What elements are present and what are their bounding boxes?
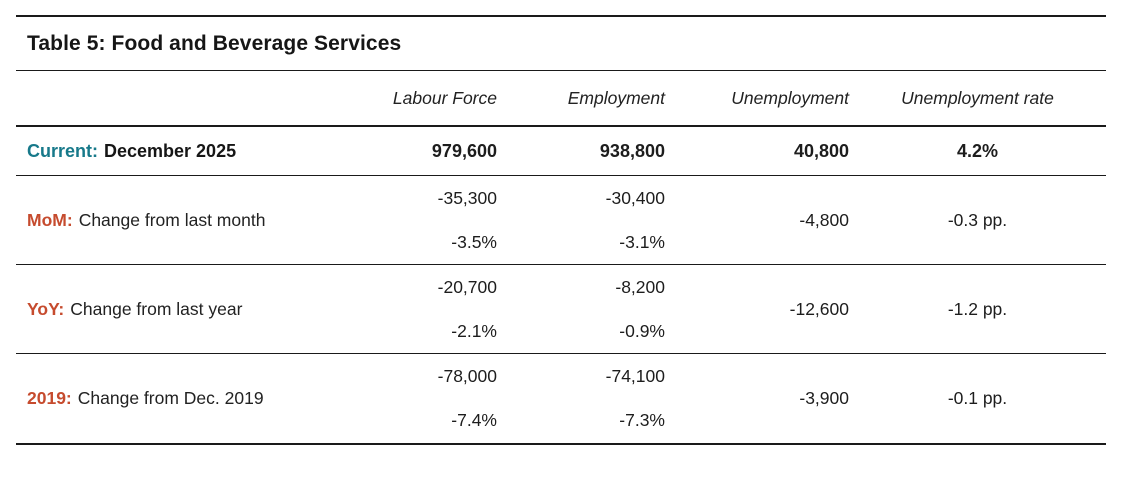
row2019-unemployment-rate-change: -0.1 pp. [947, 388, 1008, 408]
mom-unemployment-change: -4,800 [799, 209, 849, 230]
row-current-label-prefix: Current: [27, 140, 98, 161]
row2019-employment-change-abs: -74,100 [605, 365, 665, 386]
mom-employment-change-pct: -3.1% [619, 231, 665, 252]
mom-labour-force-cell [316, 176, 497, 264]
mom-employment-change-abs: -30,400 [605, 187, 665, 208]
column-header-labour-force: Labour Force [392, 87, 497, 108]
row-2019-label-prefix: 2019: [27, 388, 72, 408]
row-mom-label [16, 176, 316, 264]
row2019-labour-force-cell [316, 354, 497, 443]
row-current [16, 127, 1106, 176]
current-employment-value: 938,800 [599, 140, 665, 161]
row-current-label-text: December 2025 [104, 140, 237, 161]
table-title-block [16, 17, 1106, 71]
current-unemployment-rate-value: 4.2% [956, 140, 999, 161]
row-mom-label-text: Change from last month [78, 209, 266, 230]
row2019-unemployment-change: -3,900 [799, 388, 849, 408]
row-yoy-label-text: Change from last year [70, 298, 243, 319]
row-2019-label [16, 354, 316, 443]
mom-employment-cell [497, 176, 665, 264]
yoy-employment-cell [497, 265, 665, 353]
yoy-unemployment-change: -12,600 [789, 298, 849, 319]
row2019-employment-cell [497, 354, 665, 443]
row2019-labour-force-change-abs: -78,000 [437, 365, 497, 386]
row-current-label [16, 127, 316, 175]
current-labour-force-value: 979,600 [431, 140, 497, 161]
row2019-employment-change-pct: -7.3% [619, 410, 665, 431]
column-header-unemployment: Unemployment [731, 87, 849, 108]
row-yoy [16, 265, 1106, 354]
yoy-employment-change-pct: -0.9% [619, 320, 665, 341]
row-2019-label-text: Change from Dec. 2019 [77, 388, 264, 408]
current-unemployment-value: 40,800 [793, 140, 849, 161]
row-mom [16, 176, 1106, 265]
column-header-employment: Employment [567, 87, 665, 108]
table-title: Table 5: Food and Beverage Services [27, 31, 402, 55]
yoy-labour-force-change-abs: -20,700 [437, 276, 497, 297]
yoy-unemployment-rate-change: -1.2 pp. [947, 298, 1008, 319]
yoy-labour-force-change-pct: -2.1% [451, 320, 497, 341]
row2019-labour-force-change-pct: -7.4% [451, 410, 497, 431]
food-beverage-services-table [16, 15, 1106, 445]
column-header-unemployment-rate: Unemployment rate [901, 87, 1054, 108]
mom-labour-force-change-abs: -35,300 [437, 187, 497, 208]
row-yoy-label [16, 265, 316, 353]
row-mom-label-prefix: MoM: [27, 209, 73, 230]
column-header-empty [16, 71, 316, 125]
yoy-employment-change-abs: -8,200 [615, 276, 665, 297]
row-2019 [16, 354, 1106, 443]
row-yoy-label-prefix: YoY: [27, 298, 65, 319]
mom-labour-force-change-pct: -3.5% [451, 231, 497, 252]
column-header-row [16, 71, 1106, 127]
mom-unemployment-rate-change: -0.3 pp. [947, 209, 1008, 230]
yoy-labour-force-cell [316, 265, 497, 353]
